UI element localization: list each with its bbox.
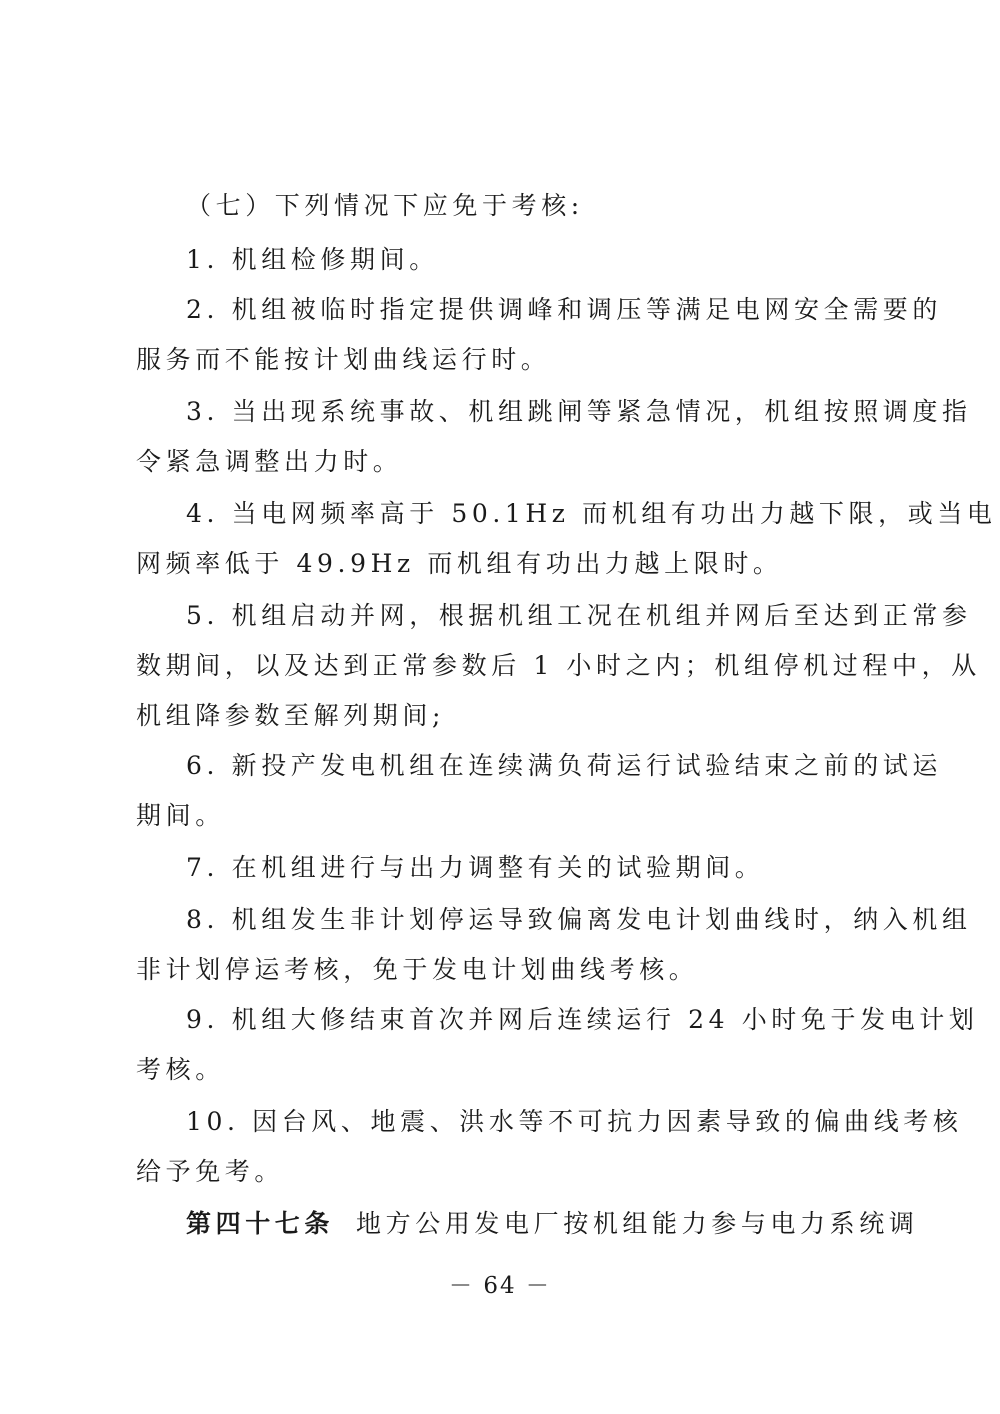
article-label: 第四十七条 [186, 1209, 335, 1238]
item-3-continuation: 令紧急调整出力时。 [136, 447, 403, 476]
article-47 [186, 1206, 919, 1242]
item-10-text: 10. 因台风、地震、洪水等不可抗力因素导致的偏曲线考核 [186, 1107, 963, 1136]
item-4-continuation: 网频率低于 49.9Hz 而机组有功出力越上限时。 [136, 549, 783, 578]
item-6-continuation: 期间。 [136, 801, 225, 830]
item-4-text: 4. 当电网频率高于 50.1Hz 而机组有功出力越下限，或当电 [186, 499, 997, 528]
item-5-text: 5. 机组启动并网，根据机组工况在机组并网后至达到正常参 [186, 601, 972, 630]
page-number: － 64 － [449, 1273, 551, 1299]
item-5-continuation-1: 数期间，以及达到正常参数后 1 小时之内；机组停机过程中，从 [136, 651, 981, 680]
item-6-text: 6. 新投产发电机组在连续满负荷运行试验结束之前的试运 [186, 751, 943, 780]
item-10-continuation: 给予免考。 [136, 1157, 285, 1186]
item-9-continuation: 考核。 [136, 1055, 225, 1084]
item-2-text: 2. 机组被临时指定提供调峰和调压等满足电网安全需要的 [186, 295, 943, 324]
item-8-continuation: 非计划停运考核，免于发电计划曲线考核。 [136, 955, 699, 984]
item-7-text: 7. 在机组进行与出力调整有关的试验期间。 [186, 853, 765, 882]
item-9-text: 9. 机组大修结束首次并网后连续运行 24 小时免于发电计划 [186, 1005, 979, 1034]
section-heading: （七）下列情况下应免于考核: [186, 191, 584, 220]
item-1-text: 1. 机组检修期间。 [186, 245, 439, 274]
item-5-continuation-2: 机组降参数至解列期间; [136, 701, 446, 730]
item-8-text: 8. 机组发生非计划停运导致偏离发电计划曲线时，纳入机组 [186, 905, 972, 934]
item-2-continuation: 服务而不能按计划曲线运行时。 [136, 345, 551, 374]
item-3-text: 3. 当出现系统事故、机组跳闸等紧急情况，机组按照调度指 [186, 397, 972, 426]
article-text: 地方公用发电厂按机组能力参与电力系统调 [356, 1209, 919, 1238]
